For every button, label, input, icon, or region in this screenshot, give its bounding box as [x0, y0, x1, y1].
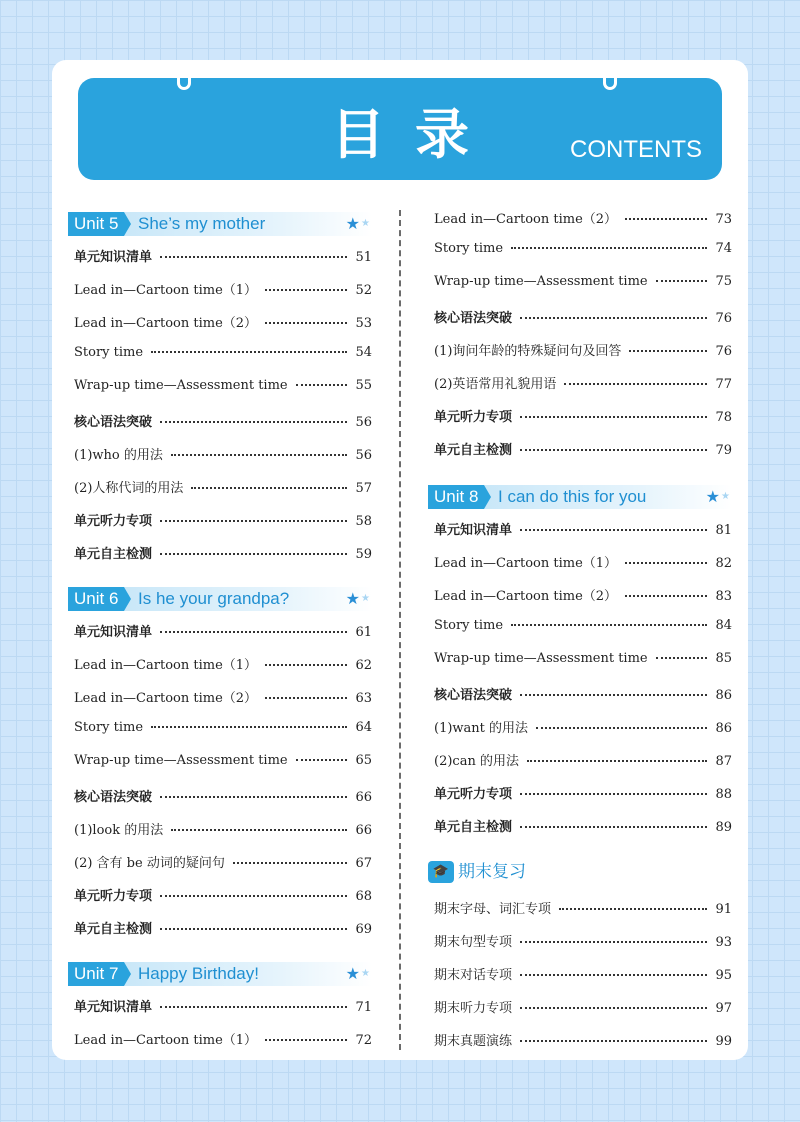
star-icon: ★: [345, 214, 360, 233]
toc-entry-label: Wrap-up time—Assessment time: [74, 753, 288, 768]
contents-header: [78, 78, 722, 180]
toc-page-number: 53: [355, 316, 372, 331]
toc-entry-label: 核心语法突破: [74, 415, 153, 430]
toc-entry[interactable]: [74, 720, 372, 742]
toc-entry[interactable]: [74, 996, 372, 1018]
toc-page-number: 83: [715, 589, 732, 604]
toc-page-number: 57: [355, 481, 372, 496]
binder-ring-left: [177, 66, 191, 90]
dot-leader: [511, 239, 707, 249]
unit-tag: Unit 7: [68, 962, 124, 986]
toc-entry[interactable]: [74, 654, 372, 676]
unit-title: I can do this for you: [498, 487, 647, 506]
toc-entry-label: Lead in—Cartoon time（1）: [434, 556, 618, 571]
dot-leader: [265, 656, 347, 666]
toc-entry-label: 单元自主检测: [74, 547, 153, 562]
toc-entry[interactable]: [434, 373, 732, 395]
toc-page-number: 56: [355, 448, 372, 463]
toc-page-number: 69: [355, 922, 372, 937]
toc-entry[interactable]: [74, 510, 372, 532]
dot-leader: [191, 479, 347, 489]
toc-entry[interactable]: [434, 618, 732, 640]
toc-entry-label: 核心语法突破: [434, 688, 513, 703]
toc-entry-label: 核心语法突破: [434, 311, 513, 326]
toc-entry[interactable]: [434, 931, 732, 953]
toc-entry-label: (2) 含有 be 动词的疑问句: [74, 856, 225, 871]
small-star-icon: ★: [361, 593, 370, 604]
toc-entry[interactable]: [74, 411, 372, 433]
dot-leader: [625, 587, 707, 597]
star-icon: ★: [345, 589, 360, 608]
toc-page-number: 67: [355, 856, 372, 871]
toc-entry[interactable]: [434, 585, 732, 607]
dot-leader: [511, 616, 707, 626]
unit-tag: Unit 6: [68, 587, 124, 611]
toc-entry-label: 期末对话专项: [434, 968, 513, 983]
toc-entry-label: 单元听力专项: [74, 889, 153, 904]
toc-entry-label: 单元自主检测: [434, 443, 513, 458]
dot-leader: [520, 1032, 707, 1042]
dot-leader: [536, 719, 707, 729]
toc-entry-label: Story time: [434, 618, 504, 633]
toc-entry-label: Wrap-up time—Assessment time: [434, 651, 648, 666]
toc-entry-label: Lead in—Cartoon time（2）: [74, 691, 258, 706]
dot-leader: [171, 446, 348, 456]
toc-entry[interactable]: [434, 406, 732, 428]
dot-leader: [171, 821, 347, 831]
toc-page-number: 84: [715, 618, 732, 633]
star-icon: ★: [345, 964, 360, 983]
toc-page-number: 75: [715, 274, 732, 289]
unit-title: Happy Birthday!: [138, 964, 259, 983]
toc-entry-label: 期末真题演练: [434, 1034, 513, 1049]
toc-entry-label: Lead in—Cartoon time（1）: [74, 283, 258, 298]
toc-entry-label: (2)英语常用礼貌用语: [434, 377, 557, 392]
toc-entry[interactable]: [434, 274, 732, 296]
toc-entry[interactable]: [74, 345, 372, 367]
toc-page-number: 77: [715, 377, 732, 392]
toc-page-number: 51: [355, 250, 372, 265]
toc-entry-label: Story time: [434, 241, 504, 256]
toc-page-number: 78: [715, 410, 732, 425]
dot-leader: [233, 854, 348, 864]
dot-leader: [265, 1031, 347, 1041]
unit-heading: [428, 485, 732, 509]
toc-entry-label: Lead in—Cartoon time（1）: [74, 1033, 258, 1048]
dot-leader: [296, 751, 348, 761]
toc-page-number: 89: [715, 820, 732, 835]
toc-entry-label: Lead in—Cartoon time（2）: [74, 316, 258, 331]
toc-page-number: 93: [715, 935, 732, 950]
dot-leader: [160, 413, 347, 423]
toc-entry-label: 期末字母、词汇专项: [434, 902, 552, 917]
dot-leader: [160, 788, 347, 798]
toc-entry[interactable]: [434, 307, 732, 329]
toc-entry[interactable]: [434, 651, 732, 673]
dot-leader: [656, 649, 708, 659]
dot-leader: [564, 375, 707, 385]
toc-entry[interactable]: [74, 786, 372, 808]
dot-leader: [520, 309, 707, 319]
toc-entry[interactable]: [434, 750, 732, 772]
dot-leader: [656, 272, 708, 282]
unit-heading: [68, 962, 372, 986]
page-subtitle: CONTENTS: [570, 136, 702, 163]
toc-entry[interactable]: [434, 684, 732, 706]
toc-entry[interactable]: [434, 241, 732, 263]
dot-leader: [520, 999, 707, 1009]
toc-entry[interactable]: [74, 819, 372, 841]
toc-page-number: 72: [355, 1033, 372, 1048]
dot-leader: [160, 920, 347, 930]
toc-entry-label: 单元听力专项: [434, 787, 513, 802]
toc-page-number: 76: [715, 344, 732, 359]
toc-entry-label: (2)人称代词的用法: [74, 481, 184, 496]
dot-leader: [520, 818, 707, 828]
toc-entry[interactable]: [74, 687, 372, 709]
small-star-icon: ★: [361, 968, 370, 979]
unit-tag: Unit 5: [68, 212, 124, 236]
toc-entry[interactable]: [74, 312, 372, 334]
dot-leader: [160, 545, 347, 555]
toc-entry-label: Lead in—Cartoon time（2）: [434, 589, 618, 604]
toc-page-number: 88: [715, 787, 732, 802]
dot-leader: [151, 343, 347, 353]
toc-entry-label: (1)who 的用法: [74, 448, 163, 463]
toc-page-number: 76: [715, 311, 732, 326]
toc-entry[interactable]: [434, 340, 732, 362]
dot-leader: [559, 900, 707, 910]
toc-entry[interactable]: [434, 997, 732, 1019]
dot-leader: [151, 718, 347, 728]
small-star-icon: ★: [361, 218, 370, 229]
toc-page-number: 95: [715, 968, 732, 983]
toc-entry[interactable]: [74, 378, 372, 400]
toc-entry[interactable]: [434, 519, 732, 541]
toc-entry-label: 单元自主检测: [434, 820, 513, 835]
toc-page-number: 68: [355, 889, 372, 904]
toc-page-number: 64: [355, 720, 372, 735]
toc-page-number: 79: [715, 443, 732, 458]
toc-entry[interactable]: [74, 1029, 372, 1051]
toc-entry-label: (1)询问年龄的特殊疑问句及回答: [434, 344, 622, 359]
toc-page-number: 62: [355, 658, 372, 673]
toc-page-number: 74: [715, 241, 732, 256]
toc-page-number: 66: [355, 790, 372, 805]
toc-entry-label: Lead in—Cartoon time（1）: [74, 658, 258, 673]
toc-entry[interactable]: [434, 439, 732, 461]
toc-page-number: 56: [355, 415, 372, 430]
toc-page-number: 66: [355, 823, 372, 838]
dot-leader: [520, 785, 707, 795]
toc-entry-label: 期末听力专项: [434, 1001, 513, 1016]
binder-ring-right: [603, 66, 617, 90]
toc-entry-label: Story time: [74, 345, 144, 360]
review-title: 期末复习: [458, 862, 526, 882]
toc-entry-label: 单元知识清单: [434, 523, 513, 538]
toc-entry-label: 期末句型专项: [434, 935, 513, 950]
toc-entry-label: (1)want 的用法: [434, 721, 529, 736]
dot-leader: [520, 521, 707, 531]
dot-leader: [625, 210, 707, 220]
unit-title: She’s my mother: [138, 214, 266, 233]
toc-page-number: 71: [355, 1000, 372, 1015]
toc-page-number: 58: [355, 514, 372, 529]
toc-entry-label: 单元听力专项: [74, 514, 153, 529]
dot-leader: [520, 966, 707, 976]
toc-entry-label: (1)look 的用法: [74, 823, 164, 838]
dot-leader: [160, 887, 347, 897]
toc-entry-label: 单元自主检测: [74, 922, 153, 937]
dot-leader: [296, 376, 348, 386]
toc-entry[interactable]: [74, 852, 372, 874]
toc-page-number: 99: [715, 1034, 732, 1049]
dot-leader: [160, 623, 347, 633]
dot-leader: [625, 554, 707, 564]
dot-leader: [629, 342, 707, 352]
toc-page-number: 73: [715, 212, 732, 227]
toc-entry-label: Lead in—Cartoon time（2）: [434, 212, 618, 227]
dot-leader: [527, 752, 708, 762]
toc-page-number: 59: [355, 547, 372, 562]
dot-leader: [520, 933, 707, 943]
toc-page-number: 61: [355, 625, 372, 640]
toc-page-number: 55: [355, 378, 372, 393]
toc-page-number: 52: [355, 283, 372, 298]
page-title: 目录: [331, 103, 499, 166]
toc-entry-label: 核心语法突破: [74, 790, 153, 805]
toc-entry-label: 单元知识清单: [74, 625, 153, 640]
small-star-icon: ★: [721, 491, 730, 502]
toc-entry[interactable]: [434, 1030, 732, 1052]
unit-heading: [68, 212, 372, 236]
toc-page-number: 54: [355, 345, 372, 360]
unit-title: Is he your grandpa?: [138, 589, 290, 608]
toc-page-number: 97: [715, 1001, 732, 1016]
toc-page-number: 87: [715, 754, 732, 769]
dot-leader: [520, 686, 707, 696]
dot-leader: [160, 998, 347, 1008]
toc-page-number: 85: [715, 651, 732, 666]
toc-page-number: 86: [715, 688, 732, 703]
toc-entry-label: 单元知识清单: [74, 1000, 153, 1015]
toc-entry[interactable]: [74, 246, 372, 268]
toc-entry[interactable]: [434, 552, 732, 574]
toc-entry[interactable]: [434, 717, 732, 739]
toc-entry[interactable]: [74, 621, 372, 643]
unit-tag: Unit 8: [428, 485, 484, 509]
toc-entry[interactable]: [74, 753, 372, 775]
graduation-cap-icon: 🎓: [428, 861, 454, 883]
column-divider: [399, 210, 401, 1050]
toc-entry[interactable]: [74, 279, 372, 301]
dot-leader: [265, 314, 347, 324]
toc-entry[interactable]: [434, 208, 732, 230]
toc-page-number: 65: [355, 753, 372, 768]
toc-page-number: 91: [715, 902, 732, 917]
dot-leader: [520, 408, 707, 418]
toc-entry[interactable]: [434, 964, 732, 986]
toc-entry[interactable]: [74, 885, 372, 907]
toc-page-number: 63: [355, 691, 372, 706]
toc-entry[interactable]: [434, 783, 732, 805]
unit-heading: [68, 587, 372, 611]
review-heading: [428, 860, 732, 884]
toc-entry-label: Story time: [74, 720, 144, 735]
toc-entry-label: 单元知识清单: [74, 250, 153, 265]
dot-leader: [160, 248, 347, 258]
dot-leader: [265, 281, 347, 291]
star-icon: ★: [705, 487, 720, 506]
dot-leader: [520, 441, 707, 451]
toc-page-number: 86: [715, 721, 732, 736]
toc-entry-label: Wrap-up time—Assessment time: [434, 274, 648, 289]
dot-leader: [265, 689, 347, 699]
toc-entry[interactable]: [74, 477, 372, 499]
toc-entry-label: Wrap-up time—Assessment time: [74, 378, 288, 393]
toc-entry[interactable]: [434, 816, 732, 838]
toc-entry-label: 单元听力专项: [434, 410, 513, 425]
toc-page-number: 82: [715, 556, 732, 571]
toc-page-number: 81: [715, 523, 732, 538]
toc-entry-label: (2)can 的用法: [434, 754, 519, 769]
toc-entry[interactable]: [74, 444, 372, 466]
toc-entry[interactable]: [74, 918, 372, 940]
toc-entry[interactable]: [434, 898, 732, 920]
dot-leader: [160, 512, 347, 522]
toc-entry[interactable]: [74, 543, 372, 565]
